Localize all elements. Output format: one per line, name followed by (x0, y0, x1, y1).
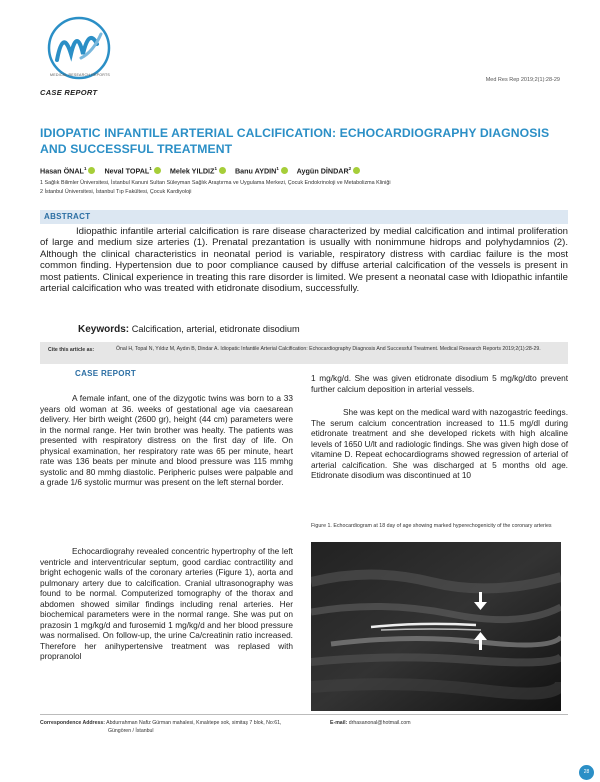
author-name: Banu AYDIN (234, 166, 277, 176)
correspondence-address (40, 720, 281, 735)
keywords (78, 324, 300, 335)
journal-logo (45, 14, 113, 82)
section-heading: CASE REPORT (75, 369, 137, 378)
affiliation-2: 2 İstanbul Üniversitesi, İstanbul Tıp Fakültesi, Çocuk Kardiyoloji (40, 189, 192, 195)
correspondence-label: Correspondence Address: (40, 720, 105, 726)
correspondence-email (330, 720, 411, 726)
page-number: 28 (579, 765, 594, 780)
keywords-value: Calcification, arterial, etidronate disodium (131, 324, 300, 334)
email-label: E-mail: (330, 720, 348, 726)
abstract-heading: ABSTRACT (44, 212, 91, 221)
body-paragraph: 1 mg/kg/d. She was given etidronate disodium 5 mg/kg/dto prevent further calcium deposition in arterial vessels. (311, 373, 568, 394)
email-link[interactable]: drhasanonal@hotmail.com (348, 720, 411, 726)
orcid-icon[interactable] (353, 167, 360, 174)
keywords-label: Keywords: (78, 324, 130, 335)
orcid-icon[interactable] (154, 167, 161, 174)
author-name: Aygün DİNDAR (296, 166, 349, 176)
article-type-label: CASE REPORT (40, 88, 98, 97)
author-name: Neval TOPAL (104, 166, 150, 176)
correspondence-address-line: Güngören / İstanbul (108, 727, 154, 734)
figure-caption: Figure 1. Echocardiogram at 18 day of age showing marked hyperechogenicity of the coronary arteries (311, 523, 552, 529)
affiliation-1: 1 Sağlık Bilimler Üniversitesi, İstanbul Kanuni Sultan Süleyman Sağlık Araştırma ve Uygulama Merkezi, Çocuk Endokrinoloji ve Metabolizma Kliniği (40, 180, 391, 186)
abstract-heading-bar (40, 210, 568, 224)
correspondence-address-line: Abdurrahman Nafiz Gürman mahalesi, Kınalıtepe sok, simitaş 7 blok, No:61, (106, 720, 282, 726)
citation-text: Önal H, Topal N, Yıldız M, Aydın B, Dindar A. Idiopatic Infantile Arterial Calcification: Echocardiography Diagnosis And Successful Treatment. Medical Research Reports 2019;2(1):28-29. (116, 346, 541, 352)
body-paragraph: Echocardiograhy revealed concentric hypertrophy of the left ventricle and interventricular septum, good cardiac contractility and bright echogenic walls of the coronary arteries (Figure 1), aorta and pulmonary artery due to calcification. Cranial ultrasonography was found to be normal. Computerized tomography of the thorax and abdomen showed similar findings including renal arteries. Her biochemical parameters were in the normal range. She was put on prazosin 1 mg/kg/d and furosemid 1 mg/kg/d and her blood pressure was normalised. On follow-up, the urine Ca/creatinin ratio increased. Therefore her anihypertensive treatment was replased with propranolol (40, 546, 293, 662)
author-name: Hasan ÖNAL (40, 166, 84, 176)
journal-reference: Med Res Rep 2019;2(1):28-29 (485, 77, 560, 83)
author-list: Hasan ÖNAL$^1$ Neval TOPAL$^1$ Melek YILDIZ$^1$ Banu AYDIN$^1$ Aygün DİNDAR$^2$ (40, 166, 580, 175)
logo-caption: MEDICAL RESEARCH REPORTS (50, 73, 110, 77)
article-title: IDIOPATIC INFANTILE ARTERIAL CALCIFICATION: ECHOCARDIOGRAPHY DIAGNOSIS AND SUCCESSFUL TREATMENT (40, 126, 550, 156)
footer-divider (40, 714, 568, 715)
author-name: Melek YILDIZ (169, 166, 215, 176)
orcid-icon[interactable] (219, 167, 226, 174)
body-paragraph: A female infant, one of the dizygotic twins was born to a 33 years old woman at 36. weeks of gestational age via caesarean delivery. Her birth weight (2600 gr), height (44 cm) parameters were in the normal range. Her twin brother was healty. The patients was presented with respiratory distress on the first day of life. On physical examination, her respiratory rate was 65 per minute, heart rate was 136 beats per minute and blood pressure was 115 mmhg systolic and 80 mmhg diastolic. Peripheric pulses were palpable and a grade 1/6 systolic murmur was present on the left sternal border. (40, 393, 293, 488)
orcid-icon[interactable] (281, 167, 288, 174)
echocardiogram-image (311, 542, 561, 711)
orcid-icon[interactable] (88, 167, 95, 174)
abstract-text: Idiopathic infantile arterial calcification is rare disease characterized by medial calcification and intimal proliferation of large and medium size arteries (1). Prenatal prezantation is usually with nonimmune hidrops and polyhydamnios (2). Although the clinical characteristics in neonatal period is variable, respiratory distress with cardiac failure is the most common finding. Hypertension due to poor compliance caused by diffuse arterial calcification of the vessels is present in most patients. Clinical experience in treating this rare disorder is limited. We present a neonatal case with Idiopathic infantile arterial calcification who was treated with etidronate disodium, successfully. (40, 226, 568, 295)
citation-label: Cite this article as: (48, 347, 95, 353)
body-paragraph: She was kept on the medical ward with nazogastric feedings. The serum calcium concentration increased to 11.5 mg/dl during etidronate treatment and she developed rickets with high alcaline levels of 1650 U/lt and radiologic findings. She was given high dose of vitamine D. Repeat echocardiograms showed regression of arterial of arterial calcification. She was discharged at 5 months old age. Etidronate disodium was discontinued at 10 (311, 407, 568, 481)
